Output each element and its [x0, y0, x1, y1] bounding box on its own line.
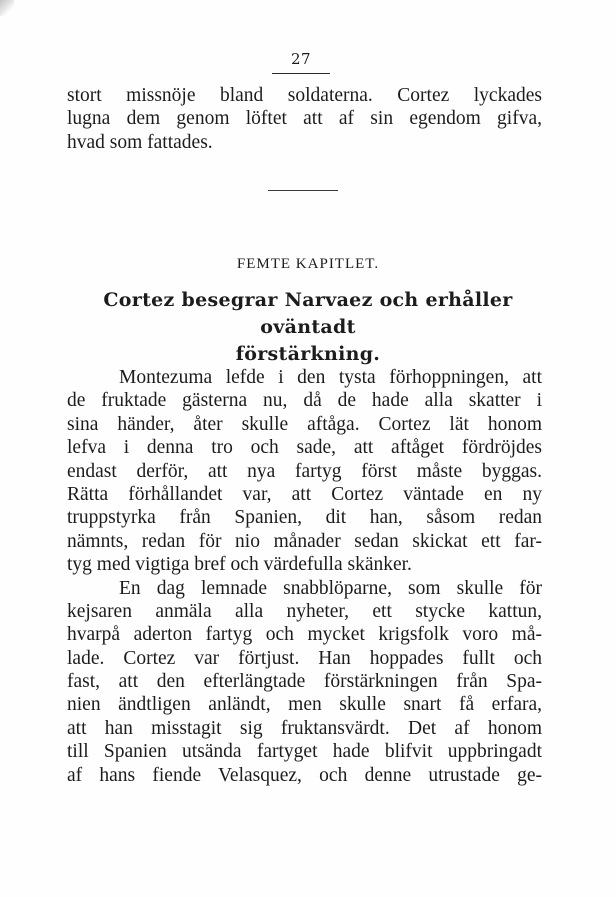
text-line: lefva i denna tro och sade, att aftåget fördröjdes — [67, 437, 542, 459]
text-line: stort missnöje bland soldaterna. Cortez lyckades — [67, 85, 542, 106]
text-line: de fruktade gästerna nu, då de hade alla skatter i — [67, 390, 542, 412]
text-line: En dag lemnade snabblöparne, som skulle för — [119, 577, 542, 599]
text-line: tyg med vigtiga bref och värdefulla skänker. — [67, 554, 412, 576]
text-line: Montezuma lefde i den tysta förhoppningen, att — [119, 367, 542, 388]
text-line: endast derför, att nya fartyg först måste byggas. — [67, 460, 542, 482]
page-number-rule — [272, 73, 330, 74]
text-line: lade. Cortez var förtjust. Han hoppades fullt och — [67, 647, 542, 669]
text-line: fast, att den efterlängtade förstärkningen från Spa- — [67, 671, 542, 693]
text-line: truppstyrka från Spanien, dit han, såsom redan — [67, 507, 542, 529]
text-line: kejsaren anmäla alla nyheter, ett stycke kattun, — [67, 600, 542, 622]
text-line: till Spanien utsända fartyget hade blifvit uppbringadt — [67, 741, 542, 763]
text-line: nien ändtligen anländt, men skulle snart få erfara, — [67, 694, 542, 716]
text-line: Rätta förhållandet var, att Cortez väntade en ny — [67, 483, 542, 505]
section-divider — [268, 190, 338, 191]
text-line: af hans fiende Velasquez, och denne utrustade ge- — [67, 764, 542, 786]
chapter-title-line: förstärkning. — [235, 343, 381, 365]
chapter-title — [60, 287, 556, 368]
page-corner-smudge — [0, 0, 14, 16]
chapter-body — [67, 366, 542, 787]
text-line: hvarpå aderton fartyg och mycket krigsfolk voro må- — [67, 624, 542, 646]
text-line: sina händer, åter skulle aftåga. Cortez lät honom — [67, 413, 542, 435]
chapter-title-line: Cortez besegrar Narvaez och erhåller oväntadt — [103, 289, 513, 338]
chapter-label: FEMTE KAPITLET. — [236, 256, 380, 272]
text-line: nämnts, redan för nio månader sedan skickat ett far- — [67, 530, 542, 552]
continued-paragraph — [67, 84, 542, 154]
text-line: hvad som fattades. — [67, 131, 213, 153]
text-line: lugna dem genom löftet att af sin egendom gifva, — [67, 108, 542, 130]
text-line: att han misstagit sig fruktansvärdt. Det af honom — [67, 717, 542, 739]
page-number: 27 — [290, 50, 312, 68]
